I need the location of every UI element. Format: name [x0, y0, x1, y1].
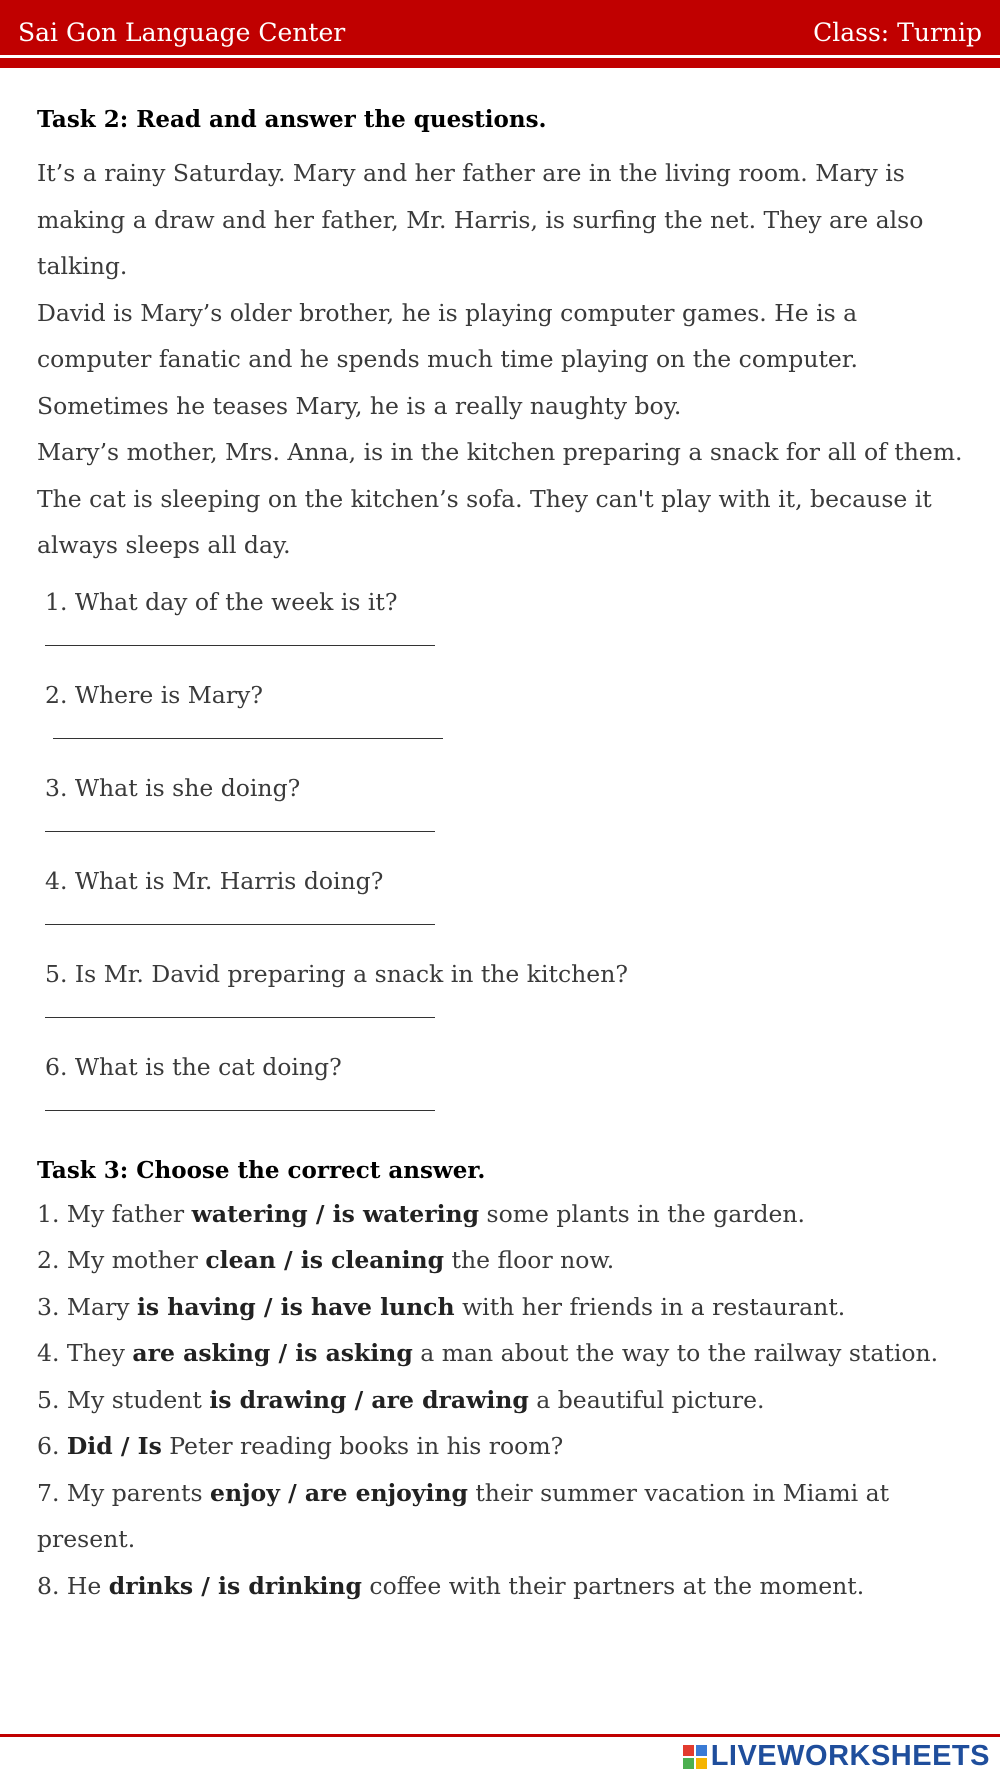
footer-divider	[0, 1734, 1000, 1737]
choice-text: 5. My student	[37, 1385, 210, 1414]
question-3: 3. What is she doing?	[45, 773, 301, 802]
choice-text: 8. He	[37, 1571, 109, 1600]
answer-field-4[interactable]	[37, 904, 967, 951]
worksheet-content	[37, 100, 967, 1609]
choice-item-1	[37, 1191, 967, 1238]
choice-text: Peter reading books in his room?	[161, 1432, 564, 1460]
question-1: 1. What day of the week is it?	[45, 587, 398, 616]
choice-item-8	[37, 1563, 967, 1610]
liveworksheets-logo	[683, 1740, 990, 1773]
choice-text: 2. My mother	[37, 1246, 206, 1274]
school-name: Sai Gon Language Center	[18, 18, 346, 47]
choice-item-7	[37, 1470, 967, 1563]
passage-paragraph: Mary’s mother, Mrs. Anna, is in the kitchen preparing a snack for all of them. The cat is sleeping on the kitchen’s sofa. They can't play with it, because it always sleeps all day.	[37, 438, 963, 559]
choice-options[interactable]: Did / Is	[66, 1432, 162, 1460]
choice-options[interactable]: enjoy / are enjoying	[210, 1478, 468, 1507]
choice-text: the floor now.	[444, 1246, 615, 1274]
question-list	[37, 579, 967, 1137]
page-header	[0, 0, 1000, 68]
choice-text: coffee with their partners at the moment.	[361, 1571, 865, 1600]
question-5: 5. Is Mr. David preparing a snack in the kitchen?	[45, 959, 628, 988]
answer-field-6[interactable]	[37, 1090, 967, 1137]
question-2: 2. Where is Mary?	[45, 680, 263, 709]
reading-passage	[37, 150, 967, 569]
header-divider	[0, 55, 1000, 58]
answer-field-3[interactable]	[37, 811, 967, 858]
choice-options[interactable]: clean / is cleaning	[205, 1246, 445, 1274]
liveworksheets-logo-icon	[683, 1745, 707, 1769]
choice-text: some plants in the garden.	[479, 1199, 806, 1228]
choice-options[interactable]: are asking / is asking	[132, 1339, 413, 1367]
answer-field-5[interactable]	[37, 997, 967, 1044]
task3-title: Task 3: Choose the correct answer.	[37, 1156, 486, 1184]
question-4: 4. What is Mr. Harris doing?	[45, 866, 384, 895]
choice-options[interactable]: watering / is watering	[191, 1199, 480, 1228]
choice-text: 7. My parents	[37, 1478, 211, 1507]
task3-section	[37, 1151, 967, 1610]
choice-text: 6.	[37, 1432, 67, 1460]
choice-text: 4. They	[37, 1339, 133, 1367]
choice-item-4	[37, 1330, 967, 1377]
choice-item-6	[37, 1423, 967, 1470]
choice-item-5	[37, 1377, 967, 1424]
question-6: 6. What is the cat doing?	[45, 1052, 342, 1081]
answer-field-1[interactable]	[37, 625, 967, 672]
choice-text: their summer vacation in Miami at present.	[37, 1478, 890, 1553]
choice-text: a man about the way to the railway station.	[412, 1339, 939, 1367]
choice-text: with her friends in a restaurant.	[454, 1292, 846, 1321]
choice-options[interactable]: is having / is have lunch	[136, 1292, 455, 1321]
choice-options[interactable]: drinks / is drinking	[108, 1571, 362, 1600]
passage-paragraph: It’s a rainy Saturday. Mary and her father are in the living room. Mary is making a draw and her father, Mr. Harris, is surfing the net. They are also talking.	[37, 159, 924, 280]
class-name: Class: Turnip	[813, 18, 982, 47]
choice-item-2	[37, 1237, 967, 1284]
choice-item-3	[37, 1284, 967, 1331]
choice-text: 1. My father	[37, 1199, 192, 1228]
answer-field-2[interactable]	[37, 718, 967, 765]
choice-options[interactable]: is drawing / are drawing	[209, 1385, 529, 1414]
choice-text: a beautiful picture.	[528, 1385, 765, 1414]
passage-paragraph: David is Mary’s older brother, he is playing computer games. He is a computer fanatic and he spends much time playing on the computer. Sometimes he teases Mary, he is a really naughty boy.	[37, 298, 858, 420]
logo-text: LIVEWORKSHEETS	[710, 1740, 990, 1772]
choice-text: 3. Mary	[37, 1292, 137, 1321]
task2-title: Task 2: Read and answer the questions.	[37, 106, 547, 133]
